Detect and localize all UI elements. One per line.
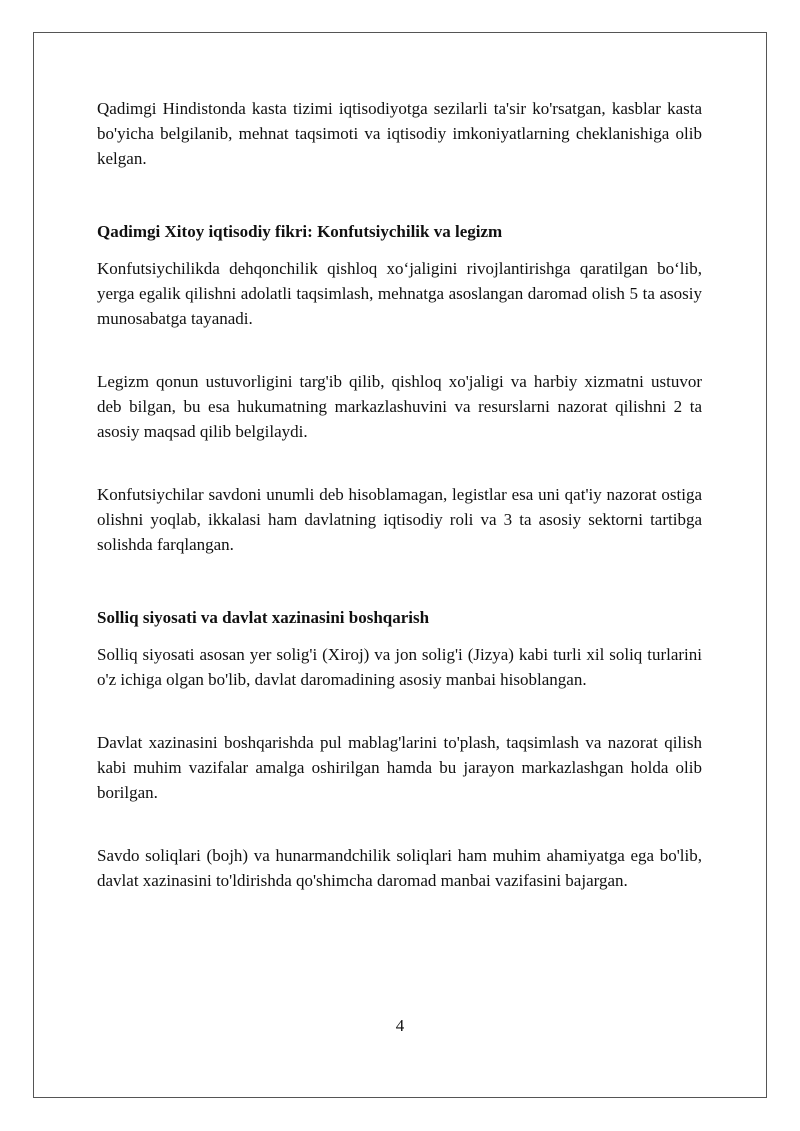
heading-tax-policy: Solliq siyosati va davlat xazinasini boshqarish [97, 608, 430, 627]
paragraph-legalism: Legizm qonun ustuvorligini targ'ib qilib, qishloq xo'jaligi va harbiy xizmatni ustuvor deb bilgan, bu esa hukumatning markazlashuvini va resurslarni nazorat qilishni 2 ta asosiy maqsad qilib belgilaydi. [97, 372, 702, 441]
page-content [97, 96, 702, 893]
heading-china-economic-thought: Qadimgi Xitoy iqtisodiy fikri: Konfutsiychilik va legizm [97, 222, 503, 241]
paragraph-trade-views: Konfutsiychilar savdoni unumli deb hisoblamagan, legistlar esa uni qat'iy nazorat ostiga olishni yoqlab, ikkalasi ham davlatning iqtisodiy roli va 3 ta asosiy sektorni tartibga solishda farqlangan. [97, 485, 702, 554]
paragraph-india-caste: Qadimgi Hindistonda kasta tizimi iqtisodiyotga sezilarli ta'sir ko'rsatgan, kasblar kasta bo'yicha belgilanib, mehnat taqsimoti va iqtisodiy imkoniyatlarning cheklanishiga olib kelgan. [97, 99, 702, 168]
page-number: 4 [395, 1016, 405, 1035]
paragraph-trade-taxes: Savdo soliqlari (bojh) va hunarmandchilik soliqlari ham muhim ahamiyatga ega bo'lib, davlat xazinasini to'ldirishda qo'shimcha daromad manbai vazifasini bajargan. [97, 846, 702, 890]
paragraph-treasury-management: Davlat xazinasini boshqarishda pul mablag'larini to'plash, taqsimlash va nazorat qilish kabi muhim vazifalar amalga oshirilgan hamda bu jarayon markazlashgan holda olib borilgan. [97, 733, 702, 802]
paragraph-confucianism: Konfutsiychilikda dehqonchilik qishloq xo‘jaligini rivojlantirishga qaratilgan bo‘lib, yerga egalik qilishni adolatli taqsimlash, mehnatga asoslangan daromad olish 5 ta asosiy munosabatga tayanadi. [97, 259, 702, 328]
paragraph-tax-types: Solliq siyosati asosan yer solig'i (Xiroj) va jon solig'i (Jizya) kabi turli xil soliq turlarini o'z ichiga olgan bo'lib, davlat daromadining asosiy manbai hisoblangan. [97, 645, 702, 689]
